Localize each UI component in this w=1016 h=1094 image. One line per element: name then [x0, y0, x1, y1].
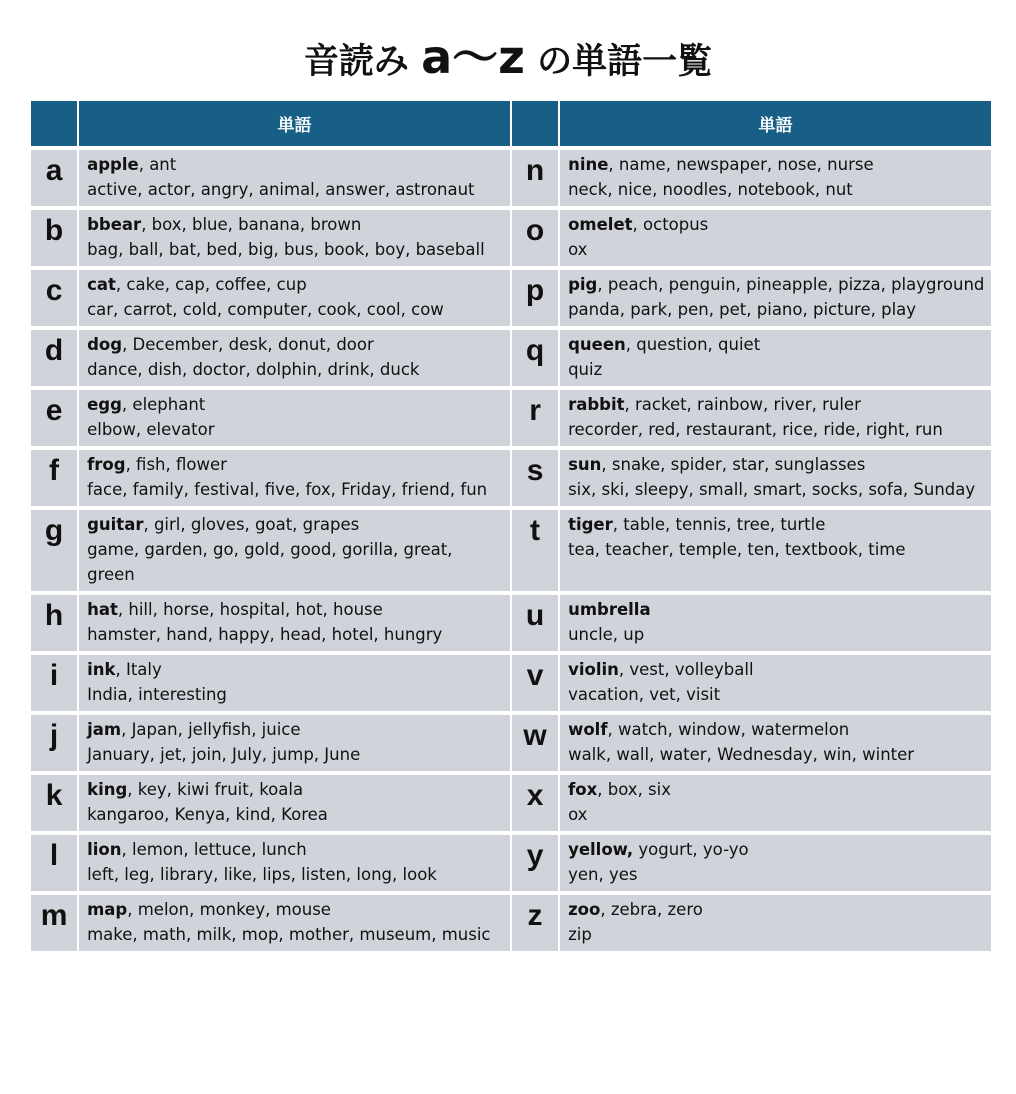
word-line-first — [87, 717, 504, 742]
words-cell — [79, 775, 510, 831]
words-cell — [560, 655, 991, 711]
key-word: nine — [568, 155, 609, 174]
words-cell — [560, 595, 991, 651]
table-row — [31, 715, 991, 771]
words-cell — [79, 330, 510, 386]
word-list-first: , melon, monkey, mouse — [127, 900, 331, 919]
key-word: cat — [87, 275, 116, 294]
key-word: bbear — [87, 215, 142, 234]
table-row — [31, 835, 991, 891]
key-word: egg — [87, 395, 122, 414]
words-cell — [79, 450, 510, 506]
word-line-first — [568, 897, 985, 922]
word-line-first — [568, 657, 985, 682]
word-line-second: elbow, elevator — [87, 420, 215, 439]
word-line-second: active, actor, angry, animal, answer, astronaut — [87, 180, 475, 199]
word-line-second: left, leg, library, like, lips, listen, long, look — [87, 865, 437, 884]
key-word: pig — [568, 275, 598, 294]
word-line-first — [87, 392, 504, 417]
table-body — [31, 150, 991, 951]
word-line-first — [568, 512, 985, 537]
key-word: frog — [87, 455, 126, 474]
letter-cell: n — [512, 150, 558, 206]
word-line-second: game, garden, go, gold, good, gorilla, great, green — [87, 540, 453, 584]
word-list-first: , elephant — [121, 395, 206, 414]
word-line-second: yen, yes — [568, 865, 638, 884]
word-line-first — [87, 837, 504, 862]
word-line-second: bag, ball, bat, bed, big, bus, book, boy, baseball — [87, 240, 485, 259]
word-line-first — [568, 152, 985, 177]
table-row — [31, 450, 991, 506]
table-row — [31, 655, 991, 711]
word-list-first: , girl, gloves, goat, grapes — [143, 515, 360, 534]
letter-cell: w — [512, 715, 558, 771]
word-list-first: , cake, cap, coffee, cup — [115, 275, 307, 294]
key-word: dog — [87, 335, 123, 354]
words-cell — [79, 150, 510, 206]
key-word: apple — [87, 155, 139, 174]
words-cell — [560, 270, 991, 326]
table-row — [31, 775, 991, 831]
word-line-first — [87, 657, 504, 682]
table-row — [31, 510, 991, 591]
word-line-first — [568, 272, 985, 297]
key-word: lion — [87, 840, 122, 859]
word-list-first: , lemon, lettuce, lunch — [121, 840, 307, 859]
letter-cell: i — [31, 655, 77, 711]
table-row — [31, 390, 991, 446]
key-word: guitar — [87, 515, 144, 534]
key-word: ink — [87, 660, 116, 679]
word-line-second: January, jet, join, July, jump, June — [87, 745, 361, 764]
word-line-second: walk, wall, water, Wednesday, win, winter — [568, 745, 915, 764]
key-word: jam — [87, 720, 122, 739]
word-line-second: panda, park, pen, pet, piano, picture, play — [568, 300, 917, 319]
header-letter-right — [512, 101, 558, 146]
key-word: yellow, — [568, 840, 634, 859]
words-cell — [560, 210, 991, 266]
words-cell — [79, 715, 510, 771]
table-row — [31, 150, 991, 206]
table-row — [31, 210, 991, 266]
header-words-left: 単語 — [79, 101, 510, 146]
words-cell — [560, 835, 991, 891]
vocabulary-table — [29, 97, 993, 955]
letter-cell: a — [31, 150, 77, 206]
table-row — [31, 270, 991, 326]
word-line-first — [568, 212, 985, 237]
word-list-first: , watch, window, watermelon — [607, 720, 850, 739]
word-line-second: ox — [568, 240, 588, 259]
word-line-first — [568, 452, 985, 477]
key-word: omelet — [568, 215, 633, 234]
key-word: zoo — [568, 900, 601, 919]
letter-cell: u — [512, 595, 558, 651]
word-list-first: , Japan, jellyfish, juice — [121, 720, 301, 739]
word-list-first: , Italy — [115, 660, 162, 679]
word-line-first — [87, 597, 504, 622]
word-list-first: , question, quiet — [625, 335, 761, 354]
word-line-first — [87, 152, 504, 177]
word-line-second: neck, nice, noodles, notebook, nut — [568, 180, 853, 199]
words-cell — [79, 835, 510, 891]
letter-cell: m — [31, 895, 77, 951]
key-word: rabbit — [568, 395, 625, 414]
letter-cell: l — [31, 835, 77, 891]
word-line-second: uncle, up — [568, 625, 645, 644]
word-line-second: quiz — [568, 360, 603, 379]
word-line-second: India, interesting — [87, 685, 227, 704]
word-line-first — [87, 452, 504, 477]
word-line-second: tea, teacher, temple, ten, textbook, time — [568, 540, 906, 559]
letter-cell: h — [31, 595, 77, 651]
words-cell — [79, 655, 510, 711]
word-line-first — [87, 332, 504, 357]
word-line-first — [568, 837, 985, 862]
word-list-first: , zebra, zero — [600, 900, 703, 919]
words-cell — [560, 715, 991, 771]
letter-cell: g — [31, 510, 77, 591]
letter-cell: b — [31, 210, 77, 266]
word-list-first: , key, kiwi fruit, koala — [127, 780, 304, 799]
key-word: king — [87, 780, 128, 799]
word-line-first — [87, 272, 504, 297]
word-line-first — [87, 897, 504, 922]
word-line-first — [568, 597, 985, 622]
letter-cell: s — [512, 450, 558, 506]
word-line-first — [87, 777, 504, 802]
word-line-second: car, carrot, cold, computer, cook, cool, cow — [87, 300, 444, 319]
word-list-first: , box, six — [597, 780, 672, 799]
word-list-first: , table, tennis, tree, turtle — [612, 515, 826, 534]
title-prefix: 音読み — [303, 42, 422, 82]
words-cell — [560, 450, 991, 506]
letter-cell: o — [512, 210, 558, 266]
words-cell — [79, 895, 510, 951]
words-cell — [560, 330, 991, 386]
words-cell — [560, 510, 991, 591]
word-line-first — [568, 332, 985, 357]
word-list-first: , fish, flower — [125, 455, 227, 474]
words-cell — [79, 595, 510, 651]
header-letter-left — [31, 101, 77, 146]
word-line-second: hamster, hand, happy, head, hotel, hungry — [87, 625, 443, 644]
word-list-first: , ant — [138, 155, 177, 174]
word-list-first: , box, blue, banana, brown — [141, 215, 362, 234]
word-line-first — [568, 777, 985, 802]
letter-cell: t — [512, 510, 558, 591]
word-line-second: six, ski, sleepy, small, smart, socks, sofa, Sunday — [568, 480, 976, 499]
letter-cell: f — [31, 450, 77, 506]
letter-cell: q — [512, 330, 558, 386]
words-cell — [560, 895, 991, 951]
word-line-first — [87, 212, 504, 237]
word-line-second: vacation, vet, visit — [568, 685, 721, 704]
key-word: wolf — [568, 720, 608, 739]
word-list-first: , peach, penguin, pineapple, pizza, playground — [597, 275, 985, 294]
word-line-first — [87, 512, 504, 537]
word-line-second: kangaroo, Kenya, kind, Korea — [87, 805, 328, 824]
words-cell — [560, 390, 991, 446]
word-list-first: , racket, rainbow, river, ruler — [624, 395, 861, 414]
words-cell — [560, 775, 991, 831]
table-row — [31, 595, 991, 651]
words-cell — [560, 150, 991, 206]
key-word: queen — [568, 335, 626, 354]
word-line-second: make, math, milk, mop, mother, museum, music — [87, 925, 491, 944]
word-line-first — [568, 392, 985, 417]
letter-cell: r — [512, 390, 558, 446]
key-word: tiger — [568, 515, 613, 534]
word-line-first — [568, 717, 985, 742]
key-word: sun — [568, 455, 602, 474]
word-list-first: , snake, spider, star, sunglasses — [601, 455, 866, 474]
word-list-first: , hill, horse, hospital, hot, house — [117, 600, 383, 619]
words-cell — [79, 390, 510, 446]
letter-cell: c — [31, 270, 77, 326]
word-list-first: , octopus — [632, 215, 709, 234]
letter-cell: d — [31, 330, 77, 386]
letter-cell: e — [31, 390, 77, 446]
word-line-second: zip — [568, 925, 592, 944]
letter-cell: k — [31, 775, 77, 831]
page-title — [0, 32, 1016, 87]
key-word: violin — [568, 660, 619, 679]
words-cell — [79, 270, 510, 326]
word-line-second: face, family, festival, five, fox, Friday, friend, fun — [87, 480, 488, 499]
word-line-second: recorder, red, restaurant, rice, ride, right, run — [568, 420, 943, 439]
letter-cell: y — [512, 835, 558, 891]
key-word: map — [87, 900, 128, 919]
title-suffix: の単語一覧 — [524, 42, 713, 82]
key-word: hat — [87, 600, 118, 619]
word-line-second: dance, dish, doctor, dolphin, drink, duck — [87, 360, 420, 379]
header-words-right: 単語 — [560, 101, 991, 146]
letter-cell: v — [512, 655, 558, 711]
word-line-second: ox — [568, 805, 588, 824]
letter-cell: z — [512, 895, 558, 951]
title-range: a～z — [421, 30, 525, 84]
word-list-first: , December, desk, donut, door — [122, 335, 374, 354]
word-list-first: , name, newspaper, nose, nurse — [608, 155, 874, 174]
letter-cell: j — [31, 715, 77, 771]
word-list-first: yogurt, yo-yo — [633, 840, 749, 859]
table-header-row — [31, 101, 991, 146]
word-list-first: , vest, volleyball — [618, 660, 754, 679]
letter-cell: p — [512, 270, 558, 326]
table-row — [31, 895, 991, 951]
words-cell — [79, 210, 510, 266]
table-row — [31, 330, 991, 386]
key-word: umbrella — [568, 600, 651, 619]
letter-cell: x — [512, 775, 558, 831]
words-cell — [79, 510, 510, 591]
key-word: fox — [568, 780, 598, 799]
